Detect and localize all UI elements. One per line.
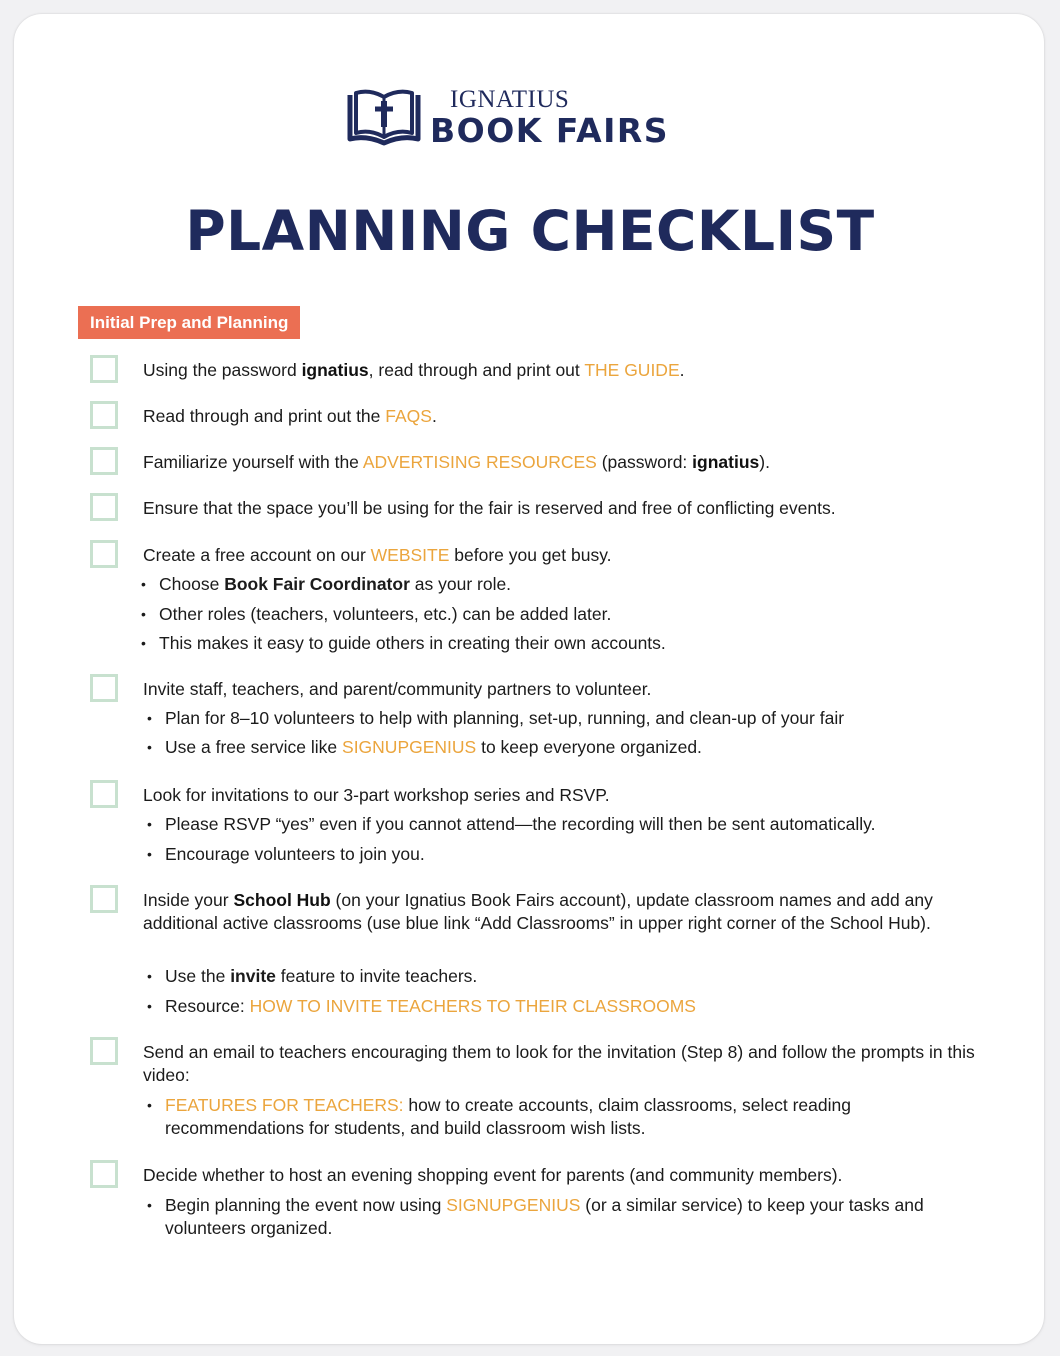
bullet-icon: •: [147, 1197, 152, 1213]
bullet-icon: •: [147, 1097, 152, 1113]
item-text: Using the password ignatius, read through and print out THE GUIDE.: [143, 360, 685, 380]
sub-item: • FEATURES FOR TEACHERS: how to create accounts, claim classrooms, select reading recommendations for students, and build classroom wish lists.: [147, 1095, 851, 1138]
logo-text-ignatius: IGNATIUS: [450, 86, 570, 113]
link-advertising-resources[interactable]: ADVERTISING RESOURCES: [362, 452, 597, 472]
item-text: Inside your School Hub (on your Ignatius Book Fairs account), update classroom names and add any additional active classrooms (use blue link “Add Classrooms” in upper right corner of the School Hub).: [143, 890, 933, 933]
bullet-icon: •: [141, 606, 146, 622]
link-signupgenius[interactable]: SIGNUPGENIUS: [446, 1195, 581, 1215]
checkbox[interactable]: [90, 885, 118, 913]
section-label: Initial Prep and Planning: [78, 306, 300, 339]
bullet-icon: •: [141, 635, 146, 651]
checkbox[interactable]: [90, 674, 118, 702]
sub-item: • Resource: HOW TO INVITE TEACHERS TO THEIR CLASSROOMS: [147, 996, 696, 1016]
sub-item: • Choose Book Fair Coordinator as your role.: [141, 574, 512, 594]
sub-item: • This makes it easy to guide others in creating their own accounts.: [141, 633, 666, 653]
logo-text-book-fairs: BOOK FAIRS: [430, 111, 670, 150]
checkbox[interactable]: [90, 355, 118, 383]
checkbox[interactable]: [90, 780, 118, 808]
item-text: Familiarize yourself with the ADVERTISING RESOURCES (password: ignatius).: [143, 452, 770, 472]
bullet-icon: •: [141, 576, 146, 592]
item-text: Ensure that the space you’ll be using for the fair is reserved and free of conflicting events.: [143, 498, 836, 518]
link-faqs[interactable]: FAQS: [385, 406, 432, 426]
logo[interactable]: [346, 85, 726, 151]
link-signupgenius[interactable]: SIGNUPGENIUS: [342, 737, 477, 757]
link-how-to-invite-teachers[interactable]: HOW TO INVITE TEACHERS TO THEIR CLASSROOMS: [249, 996, 696, 1016]
sub-item: • Encourage volunteers to join you.: [147, 844, 425, 864]
bullet-icon: •: [147, 739, 152, 755]
item-text: Look for invitations to our 3-part workshop series and RSVP.: [143, 785, 610, 805]
item-text: Read through and print out the FAQS.: [143, 406, 437, 426]
bullet-icon: •: [147, 846, 152, 862]
checkbox[interactable]: [90, 540, 118, 568]
checkbox[interactable]: [90, 493, 118, 521]
open-book-cross-icon: [346, 87, 422, 149]
checkbox[interactable]: [90, 447, 118, 475]
link-the-guide[interactable]: THE GUIDE: [584, 360, 680, 380]
bullet-icon: •: [147, 968, 152, 984]
checkbox[interactable]: [90, 401, 118, 429]
checkbox[interactable]: [90, 1037, 118, 1065]
sub-item: • Use the invite feature to invite teachers.: [147, 966, 478, 986]
bullet-icon: •: [147, 998, 152, 1014]
bullet-icon: •: [147, 816, 152, 832]
item-text: Create a free account on our WEBSITE before you get busy.: [143, 545, 612, 565]
sub-item: • Begin planning the event now using SIGNUPGENIUS (or a similar service) to keep your tasks and volunteers organized.: [147, 1195, 924, 1238]
sub-item: • Use a free service like SIGNUPGENIUS to keep everyone organized.: [147, 737, 702, 757]
bullet-icon: •: [147, 710, 152, 726]
link-features-for-teachers[interactable]: FEATURES FOR TEACHERS:: [165, 1095, 404, 1115]
item-text: Invite staff, teachers, and parent/community partners to volunteer.: [143, 679, 652, 699]
checkbox[interactable]: [90, 1160, 118, 1188]
sub-item: • Plan for 8–10 volunteers to help with planning, set-up, running, and clean-up of your fair: [147, 708, 845, 728]
link-website[interactable]: WEBSITE: [370, 545, 450, 565]
item-text: Send an email to teachers encouraging them to look for the invitation (Step 8) and follow the prompts in this video:: [143, 1042, 975, 1085]
page-title: PLANNING CHECKLIST: [185, 199, 875, 263]
sub-item: • Please RSVP “yes” even if you cannot attend—the recording will then be sent automatically.: [147, 814, 876, 834]
sub-item: • Other roles (teachers, volunteers, etc.) can be added later.: [141, 604, 612, 624]
item-text: Decide whether to host an evening shopping event for parents (and community members).: [143, 1165, 843, 1185]
